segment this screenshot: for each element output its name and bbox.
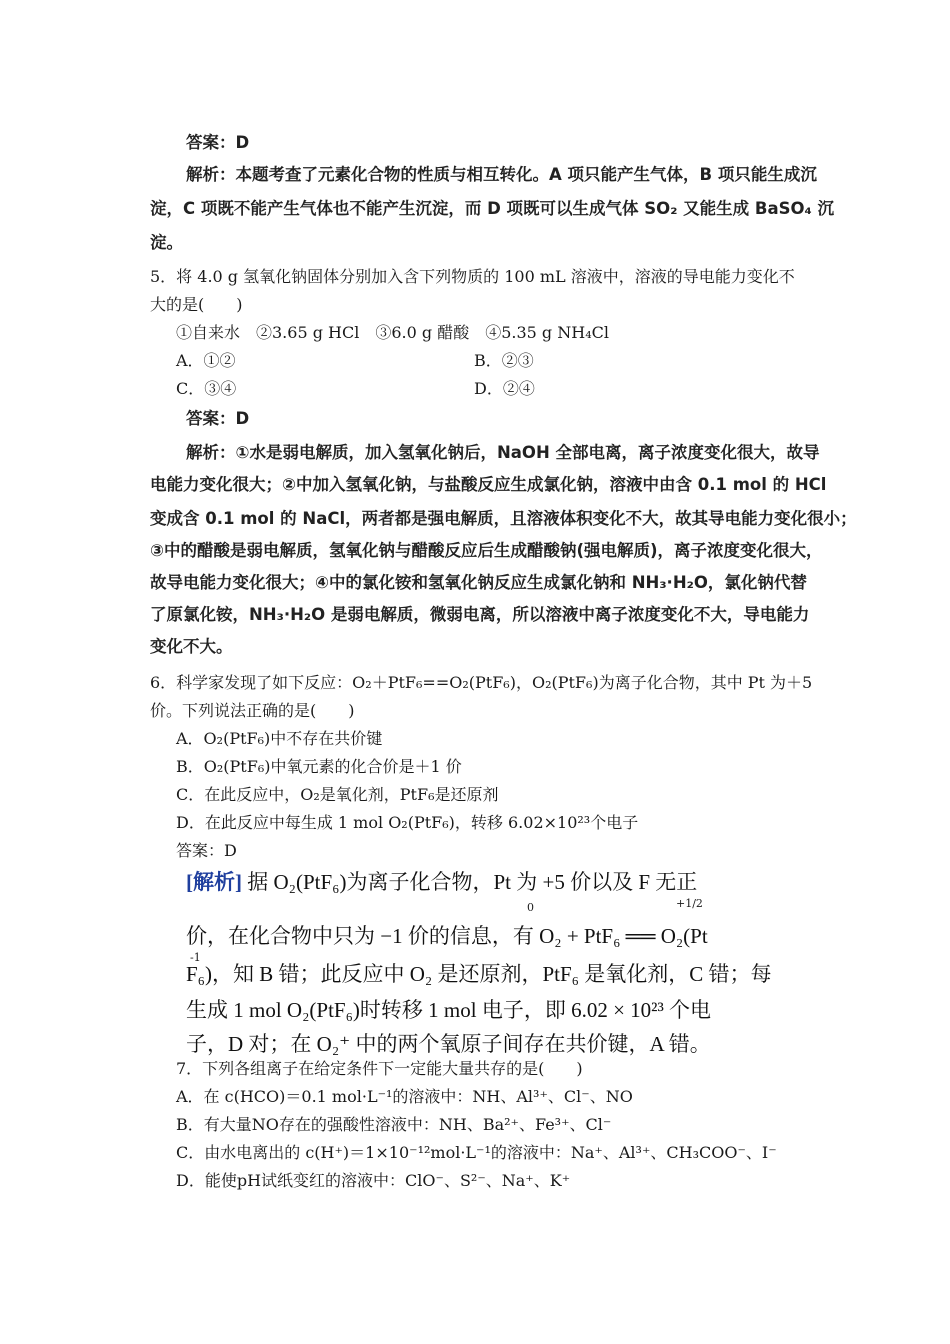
ox-state-zero: 0	[527, 901, 534, 914]
q4-answer: 答案：D	[186, 133, 250, 152]
q5-analysis-line-6: 了原氯化铵，NH₃·H₂O 是弱电解质，微弱电离，所以溶液中离子浓度变化不大，导电能力	[150, 605, 810, 624]
q5-analysis-line-7: 变化不大。	[150, 637, 233, 656]
q7-option-b: B．有大量NO存在的强酸性溶液中：NH、Ba²⁺、Fe³⁺、Cl⁻	[176, 1115, 612, 1134]
analysis-tag: [解析]	[186, 870, 242, 894]
q5-stem-line-1: 5．将 4.0 g 氢氧化钠固体分别加入含下列物质的 100 mL 溶液中，溶液的导电能力变化不	[150, 267, 795, 286]
q6-analysis-line-3: F₆)，知 B 错；此反应中 O₂ 是还原剂，PtF₆ 是氧化剂，C 错；每	[186, 962, 772, 986]
q4-analysis-line-1: 解析：本题考查了元素化合物的性质与相互转化。A 项只能产生气体，B 项只能生成沉	[186, 165, 817, 184]
q6-stem-line-2: 价。下列说法正确的是( )	[150, 701, 355, 720]
q4-analysis-line-3: 淀。	[150, 233, 183, 252]
q5-option-c: C．③④	[176, 379, 237, 398]
q5-analysis-line-1: 解析：①水是弱电解质，加入氢氧化钠后，NaOH 全部电离，离子浓度变化很大，故导	[186, 443, 820, 462]
q5-stem-line-2: 大的是( )	[150, 295, 243, 314]
q5-analysis-line-2: 电能力变化很大；②中加入氢氧化钠，与盐酸反应生成氯化钠，溶液中由含 0.1 mol 的 HCl	[150, 475, 827, 494]
q4-analysis-line-2: 淀，C 项既不能产生气体也不能产生沉淀，而 D 项既可以生成气体 SO₂ 又能生成 BaSO₄ 沉	[150, 199, 835, 218]
q5-analysis-line-4: ③中的醋酸是弱电解质，氢氧化钠与醋酸反应后生成醋酸钠(强电解质)，离子浓度变化很大，	[150, 541, 823, 560]
q5-option-a: A．①②	[176, 351, 236, 370]
q6-option-d: D．在此反应中每生成 1 mol O₂(PtF₆)，转移 6.02×10²³个电子	[176, 813, 639, 832]
q5-option-b: B．②③	[474, 351, 534, 370]
q6-option-c: C．在此反应中，O₂是氧化剂，PtF₆是还原剂	[176, 785, 499, 804]
q6-analysis-line-4: 生成 1 mol O₂(PtF₆)时转移 1 mol 电子，即 6.02 × 10²³ 个电	[186, 998, 712, 1022]
q7-option-c: C．由水电离出的 c(H⁺)＝1×10⁻¹²mol·L⁻¹的溶液中：Na⁺、Al³⁺、CH₃COO⁻、I⁻	[176, 1143, 777, 1162]
q5-analysis-line-3: 变成含 0.1 mol 的 NaCl，两者都是强电解质，且溶液体积变化不大，故其导电能力变化很小；	[150, 509, 857, 528]
q6-stem-line-1: 6．科学家发现了如下反应：O₂＋PtF₆==O₂(PtF₆)，O₂(PtF₆)为离子化合物，其中 Pt 为＋5	[150, 673, 813, 692]
q6-analysis-line-1: [解析] 据 O₂(PtF₆)为离子化合物，Pt 为 +5 价以及 F 无正	[186, 870, 698, 894]
q6-analysis-line-5: 子，D 对；在 O₂⁺ 中的两个氧原子间存在共价键，A 错。	[186, 1032, 711, 1056]
ox-state-neg: -1	[190, 951, 201, 964]
q7-option-d: D．能使pH试纸变红的溶液中：ClO⁻、S²⁻、Na⁺、K⁺	[176, 1171, 571, 1190]
q7-option-a: A．在 c(HCO)＝0.1 mol·L⁻¹的溶液中：NH、Al³⁺、Cl⁻、NO	[176, 1087, 633, 1106]
q5-option-d: D．②④	[474, 379, 535, 398]
q6-option-a: A．O₂(PtF₆)中不存在共价键	[176, 729, 383, 748]
q6-answer: 答案：D	[176, 841, 237, 860]
ox-state-half: +1/2	[676, 897, 703, 910]
q5-items: ①自来水 ②3.65 g HCl ③6.0 g 醋酸 ④5.35 g NH₄Cl	[176, 323, 609, 342]
q5-answer: 答案：D	[186, 409, 250, 428]
q5-analysis-line-5: 故导电能力变化很大；④中的氯化铵和氢氧化钠反应生成氯化钠和 NH₃·H₂O，氯化钠代替	[150, 573, 807, 592]
q7-stem: 7．下列各组离子在给定条件下一定能大量共存的是( )	[176, 1059, 583, 1078]
q6-analysis-line-2: 价，在化合物中只为 −1 价的信息，有 O₂ + PtF₆ ══ O₂(Pt	[186, 924, 708, 948]
q6-option-b: B．O₂(PtF₆)中氧元素的化合价是＋1 价	[176, 757, 462, 776]
